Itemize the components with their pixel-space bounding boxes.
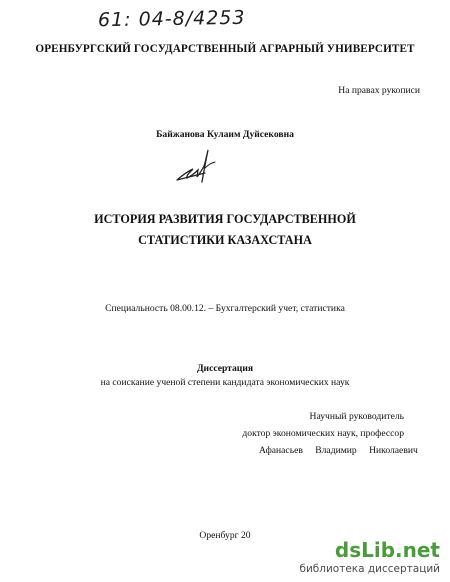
dissertation-subtitle: на соискание ученой степени кандидата экономических наук xyxy=(100,377,350,388)
title-line-2: СТАТИСТИКИ КАЗАХСТАНА xyxy=(138,233,312,247)
university-name: ОРЕНБУРГСКИЙ ГОСУДАРСТВЕННЫЙ АГРАРНЫЙ УНИВЕРСИТЕТ xyxy=(35,43,415,55)
manuscript-rights-note: На правах рукописи xyxy=(338,85,420,96)
dissertation-heading: Диссертация xyxy=(196,363,254,374)
signature-image xyxy=(175,148,221,188)
specialty-line: Специальность 08.00.12. – Бухгалтерский учет, статистика xyxy=(105,303,345,314)
supervisor-degree: доктор экономических наук, профессор xyxy=(242,428,404,439)
city-year: Оренбург 20 xyxy=(199,530,251,541)
watermark-tagline: библиотека диссертаций xyxy=(299,563,440,575)
dissertation-title xyxy=(0,209,450,251)
title-line-1: ИСТОРИЯ РАЗВИТИЯ ГОСУДАРСТВЕННОЙ xyxy=(94,212,356,226)
author-name: Байжанова Кулаим Дуйсековна xyxy=(156,129,294,140)
supervisor-role: Научный руководитель xyxy=(309,411,404,422)
watermark-logo: dsLib.net xyxy=(334,538,440,562)
handwritten-archive-code: 61: 04-8/4253 xyxy=(97,6,246,32)
supervisor-name: Афанасьев Владимир Николаевич xyxy=(259,445,418,456)
